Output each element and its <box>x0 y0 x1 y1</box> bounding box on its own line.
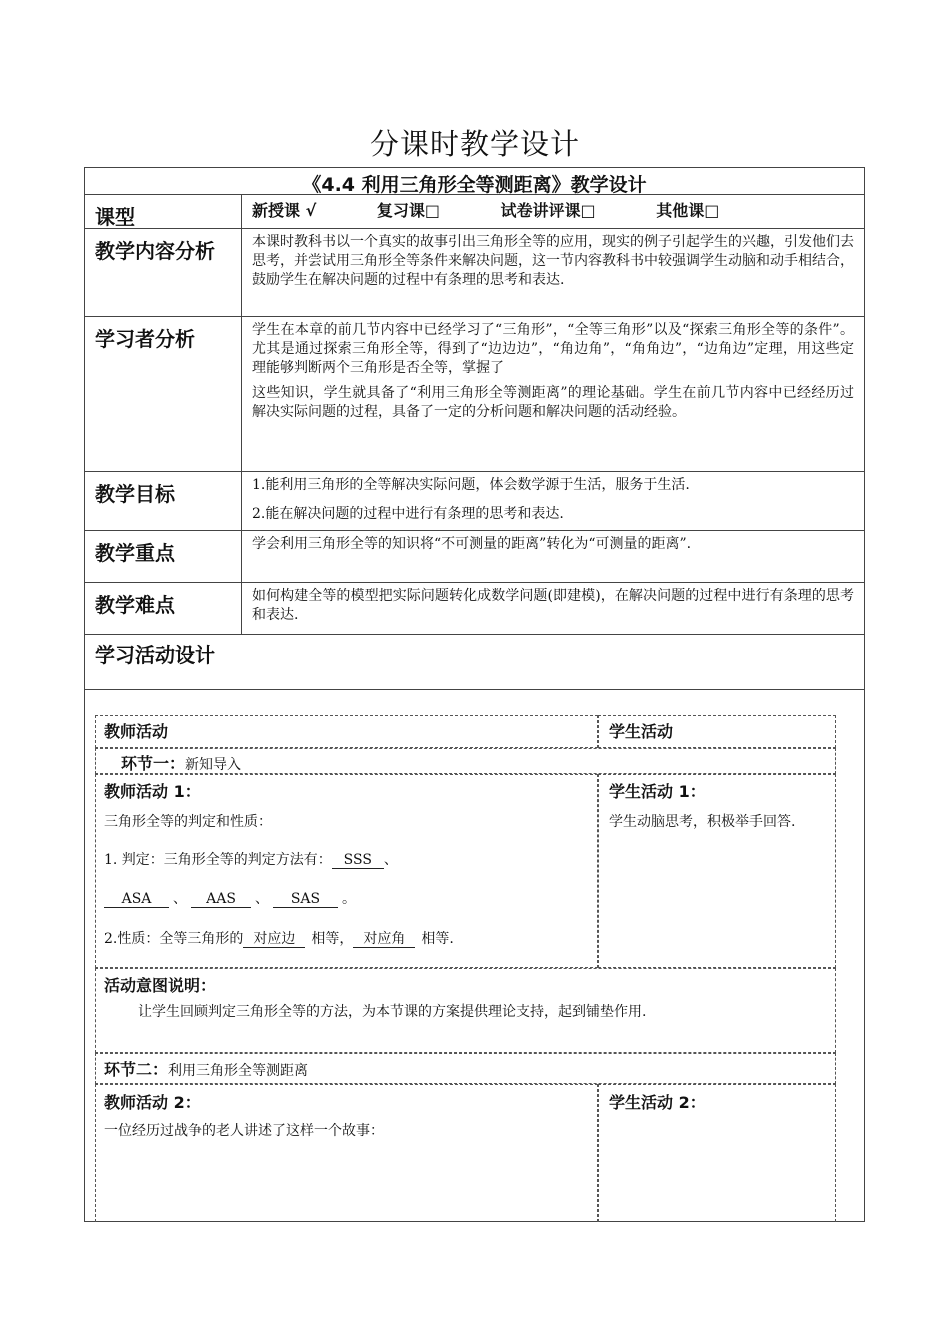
property-mid: 相等， <box>311 931 354 947</box>
student-activity1-text: 学生动脑思考，积极举手回答. <box>609 814 796 830</box>
property-blank: 对应角 <box>353 931 415 948</box>
student-activity1-cell <box>598 774 836 968</box>
student-header-cell <box>598 715 836 748</box>
learner-analysis-paragraph: 这些知识，学生就具备了“利用三角形全等测距离”的理论基础。学生在前几节内容中已经经历过解决实际问题的过程，具备了一定的分析问题和解决问题的活动经验。 <box>252 385 854 420</box>
student-header: 学生活动 <box>609 722 674 741</box>
stage2-label: 环节二： <box>104 1060 169 1079</box>
learner-analysis-row <box>85 317 864 472</box>
property-prefix: 2.性质：全等三角形的 <box>104 931 244 947</box>
objective-item: 1.能利用三角形的全等解决实际问题，体会数学源于生活，服务于生活. <box>252 477 690 493</box>
property-line <box>104 930 454 949</box>
property-end: 相等. <box>421 931 454 947</box>
content-analysis-row <box>85 229 864 317</box>
lesson-title: 《4.4 利用三角形全等测距离》教学设计 <box>302 174 647 196</box>
course-type-new: 新授课 √ <box>252 201 317 220</box>
method-blank: SSS <box>332 852 384 869</box>
difficulties-label: 教学难点 <box>85 583 242 634</box>
course-type-review: 复习课□ <box>376 201 440 220</box>
teacher-activity2-label: 教师活动 2： <box>104 1093 201 1112</box>
method-blank: SAS <box>273 891 338 908</box>
learner-analysis-paragraph: 学生在本章的前几节内容中已经学习了“三角形”，“全等三角形”以及“探索三角形全等的条件”。尤其是通过探索三角形全等，得到了“边边边”，“角边角”，“角角边”，“边角边”定理，用这些定理能够判断两个三角形是否全等，掌握了 <box>252 322 854 376</box>
intent-text: 让学生回顾判定三角形全等的方法，为本节课的方案提供理论支持，起到铺垫作用. <box>138 1004 647 1020</box>
learner-analysis-text <box>242 317 864 428</box>
content-analysis-text: 本课时教科书以一个真实的故事引出三角形全等的应用，现实的例子引起学生的兴趣，引发他们去思考，并尝试用三角形全等条件来解决问题，这一节内容教科书中较强调学生动脑和动手相结合，鼓励学生在解决问题的过程中有条理的思考和表达. <box>252 234 854 288</box>
intent-label: 活动意图说明： <box>104 976 217 995</box>
method-blank: ASA <box>104 891 169 908</box>
stage1-name: 新知导入 <box>185 757 242 773</box>
teacher-activity1-cell <box>95 774 598 968</box>
separator: 、 <box>383 852 398 868</box>
teacher-header: 教师活动 <box>104 722 169 741</box>
course-type-other: 其他课□ <box>656 201 720 220</box>
stage2-row <box>95 1053 836 1084</box>
key-points-row <box>85 531 864 583</box>
stage1-row <box>95 748 836 774</box>
learner-analysis-label: 学习者分析 <box>85 317 242 471</box>
lesson-title-row <box>85 168 864 195</box>
activity-design-row <box>85 635 864 690</box>
stage1-label: 环节一： <box>121 754 186 773</box>
intent-cell <box>95 968 836 1053</box>
judge-prefix: 1. 判定：三角形全等的判定方法有： <box>104 852 332 868</box>
teacher-activity1-intro: 三角形全等的判定和性质： <box>104 814 272 830</box>
methods-line <box>104 890 356 909</box>
key-points-label: 教学重点 <box>85 531 242 582</box>
teacher-activity1-label: 教师活动 1： <box>104 782 201 801</box>
course-type-options <box>242 195 864 220</box>
difficulties-text: 如何构建全等的模型把实际问题转化成数学问题(即建模)，在解决问题的过程中进行有条理的思考和表达. <box>252 588 854 623</box>
separator: 、 <box>173 891 187 907</box>
course-type-label: 课型 <box>85 195 242 228</box>
course-type-exam-review: 试卷讲评课□ <box>500 201 596 220</box>
activity-design-label: 学习活动设计 <box>95 643 215 667</box>
objectives-row <box>85 472 864 531</box>
objective-item: 2.能在解决问题的过程中进行有条理的思考和表达. <box>252 506 564 522</box>
stage2-name: 利用三角形全等测距离 <box>168 1063 309 1079</box>
content-analysis-label: 教学内容分析 <box>85 229 242 316</box>
key-points-text: 学会利用三角形全等的知识将“不可测量的距离”转化为“可测量的距离”. <box>252 536 692 552</box>
property-blank: 对应边 <box>243 931 305 948</box>
method-blank: AAS <box>191 891 251 908</box>
student-activity2-cell <box>598 1084 836 1222</box>
teacher-header-cell <box>95 715 598 748</box>
judge-line <box>104 851 398 870</box>
student-activity1-label: 学生活动 1： <box>609 782 706 801</box>
teacher-activity2-cell <box>95 1084 598 1222</box>
student-activity2-label: 学生活动 2： <box>609 1093 706 1112</box>
objectives-text <box>242 472 864 530</box>
separator: 、 <box>255 891 269 907</box>
difficulties-row <box>85 583 864 635</box>
teacher-activity2-text: 一位经历过战争的老人讲述了这样一个故事： <box>104 1123 384 1139</box>
objectives-label: 教学目标 <box>85 472 242 530</box>
page-title: 分课时教学设计 <box>369 127 580 161</box>
course-type-row <box>85 195 864 229</box>
period: 。 <box>342 891 356 907</box>
